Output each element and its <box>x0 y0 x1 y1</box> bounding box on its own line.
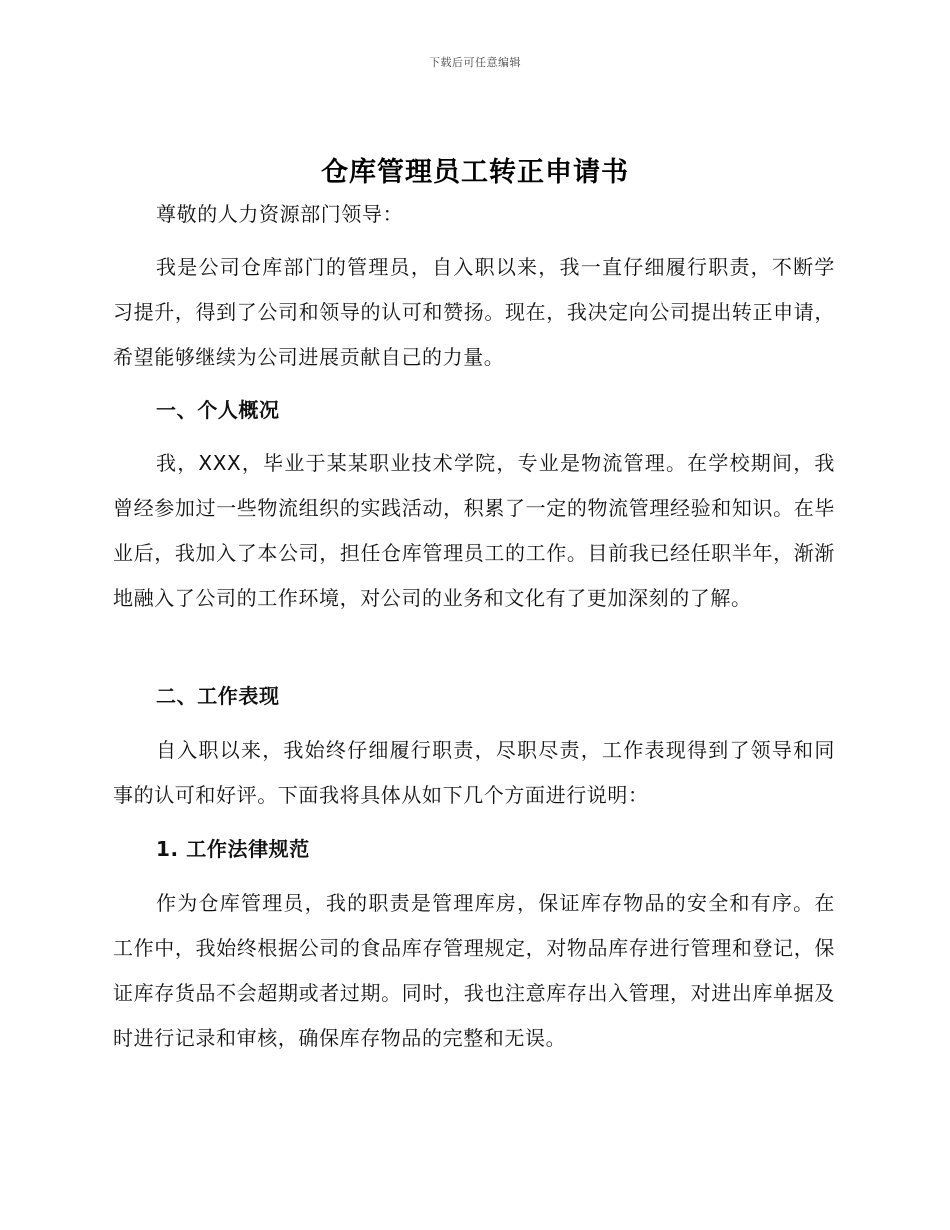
section-heading-work-performance: 二、工作表现 <box>156 684 280 708</box>
paragraph-intro: 我是公司仓库部门的管理员，自入职以来，我一直仔细履行职责，不断学习提升，得到了公司和领导的认可和赞扬。现在，我决定向公司提出转正申请，希望能够继续为公司进展贡献自己的力量。 <box>113 255 835 369</box>
subsection-heading-work-standards: 1. 工作法律规范 <box>156 837 310 861</box>
salutation: 尊敬的人力资源部门领导： <box>156 202 404 226</box>
header-note: 下载后可任意编辑 <box>429 56 521 69</box>
paragraph-personal-overview: 我，XXX，毕业于某某职业技术学院，专业是物流管理。在学校期间，我曾经参加过一些物流组织的实践活动，积累了一定的物流管理经验和知识。在毕业后，我加入了本公司，担任仓库管理员工的工作。目前我已经任职半年，渐渐地融入了公司的工作环境，对公司的业务和文化有了更加深刻的了解。 <box>113 451 835 610</box>
section-heading-personal-overview: 一、个人概况 <box>156 398 280 422</box>
paragraph-work-standards: 作为仓库管理员，我的职责是管理库房，保证库存物品的安全和有序。在工作中，我始终根据公司的食品库存管理规定，对物品库存进行管理和登记，保证库存货品不会超期或者过期。同时，我也注意库存出入管理，对进出库单据及时进行记录和审核，确保库存物品的完整和无误。 <box>113 891 835 1050</box>
paragraph-work-performance: 自入职以来，我始终仔细履行职责，尽职尽责，工作表现得到了领导和同事的认可和好评。下面我将具体从如下几个方面进行说明： <box>113 738 835 807</box>
document-title: 仓库管理员工转正申请书 <box>321 157 629 188</box>
